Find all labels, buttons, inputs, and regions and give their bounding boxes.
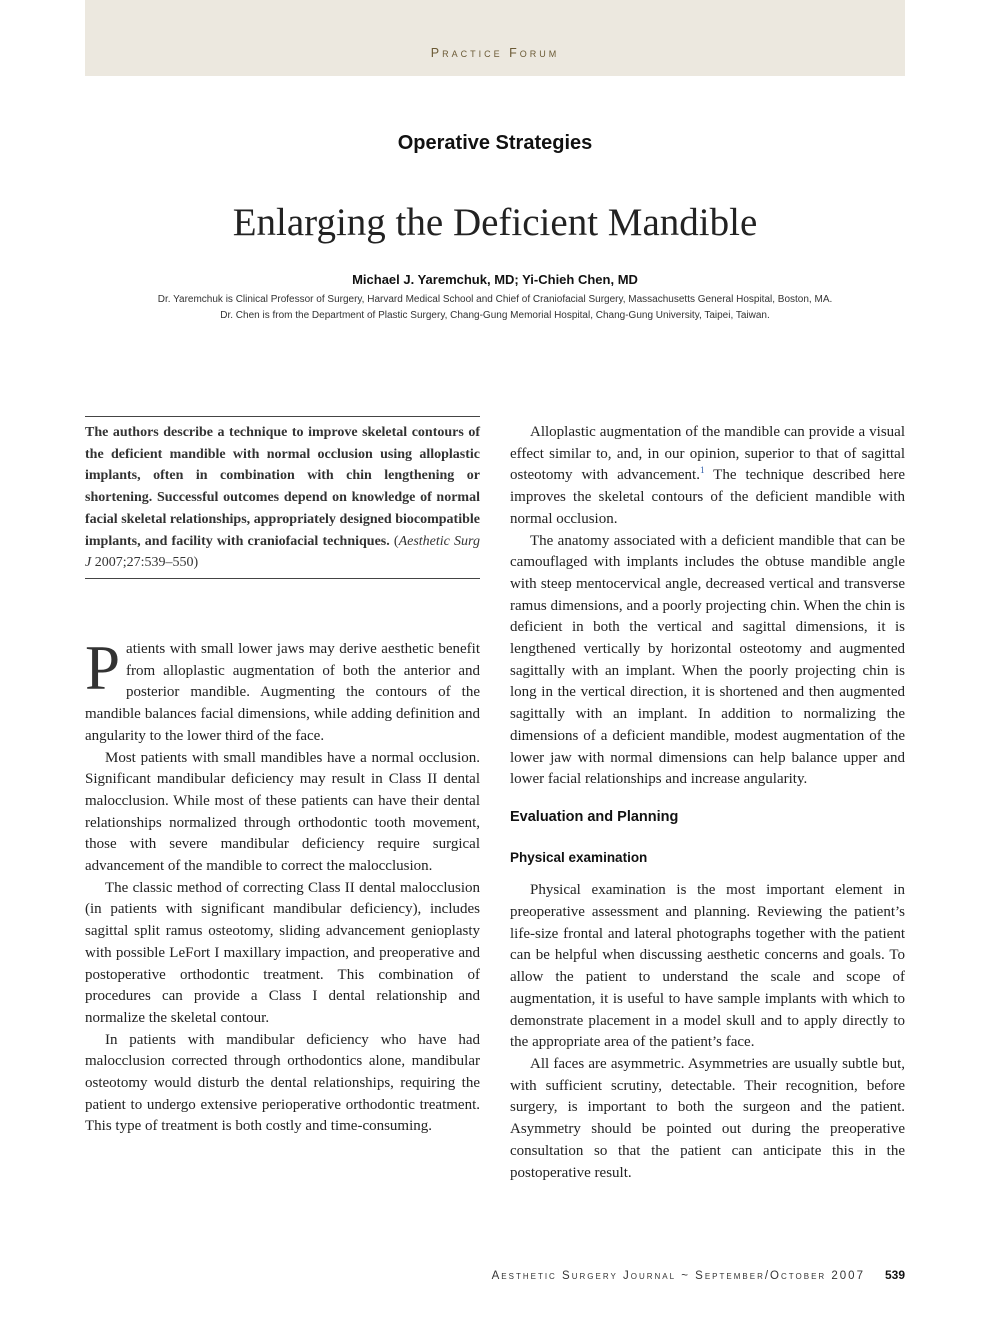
footer-journal: Aesthetic Surgery Journal ~ September/October 2007 (491, 1270, 865, 1282)
section-label: Practice Forum (430, 46, 560, 60)
body-paragraph: Alloplastic augmentation of the mandible can provide a visual effect similar to, and, in our opinion, superior to that of sagittal osteotomy with advancement.$^1$ The technique described here improves the skeletal contours of the deficient mandible with normal occlusion. (510, 424, 905, 527)
affiliation-2: Dr. Chen is from the Department of Plastic Surgery, Chang-Gung Memorial Hospital, Chang-Gung University, Taipei, Taiwan. (220, 310, 770, 321)
body-paragraph: Most patients with small mandibles have a normal occlusion. Significant mandibular deficiency may result in Class II dental malocclusion. While most of these patients can have their dental relationships normalized through orthodontic tooth movement, those with severe mandibular deficiency require surgical advancement of the mandible to correct the malocclusion. (85, 749, 480, 875)
body-paragraph: In patients with mandibular deficiency who have had malocclusion corrected through orthodontics alone, mandibular osteotomy would disturb the dental relationships, requiring the patient to undergo extensive perioperative orthodontic treatment. This type of treatment is both costly and time-consuming. (85, 1031, 480, 1135)
article-kicker: Operative Strategies (397, 132, 593, 154)
page-number: 539 (884, 1268, 905, 1282)
citation-journal: Aesthetic Surg J (85, 533, 480, 571)
section-heading: Evaluation and Planning (510, 808, 679, 825)
intro-paragraph: Patients with small lower jaws may derive aesthetic benefit from alloplastic augmentation of both the anterior and posterior mandible. Augmenting the contours of the mandible balances facial dimensions, while adding definition and angularity to the lower third of the face. (85, 633, 480, 744)
author-list: Michael J. Yaremchuk, MD; Yi-Chieh Chen, MD (352, 272, 638, 287)
body-paragraph: The anatomy associated with a deficient mandible that can be camouflaged with implants includes the obtuse mandible angle with steep mentocervical angle, decreased vertical and transverse ramus dimensions, and a poorly projecting chin. When the chin is deficient in both the vertical and sagittal dimensions, it is lengthened vertically by horizontal osteotomy and augmented sagittally with an implant. When the poorly projecting chin is long in the vertical direction, it is shortened and then augmented sagittally with an implant. In addition to normalizing the dimensions of a deficient mandible, modest augmentation of the lower jaw with normal dimensions can help balance upper and lower facial relationships and increase angularity. (510, 532, 905, 788)
abstract-citation: (Aesthetic Surg J 2007;27:539–550) (85, 533, 480, 571)
body-paragraph: The classic method of correcting Class II dental malocclusion (in patients with significant mandibular deficiency), includes sagittal split ramus osteotomy, sliding advancement genioplasty with possible LeFort I maxillary impaction, and preoperative and postoperative orthodontic treatment. This combination of procedures can provide a Class I dental relationship and normalize the skeletal contour. (85, 879, 480, 1026)
drop-cap: P (85, 633, 121, 703)
article-title: Enlarging the Deficient Mandible (232, 201, 758, 244)
header-band (85, 0, 905, 76)
body-paragraph: All faces are asymmetric. Asymmetries are usually subtle but, with sufficient scrutiny, detectable. Their recognition, before surgery, is important to both the surgeon and the patient. Asymmetry should be pointed out during the preoperative consultation so that the patient can anticipate this in the postoperative result. (510, 1055, 905, 1181)
abstract (85, 416, 480, 579)
abstract-text: The authors describe a technique to improve skeletal contours of the deficient mandible with normal occlusion using alloplastic implants, often in combination with chin lengthening or shortening. Successful outcomes depend on knowledge of normal facial skeletal relationships, appropriately designed biocompatible implants, and facility with craniofacial techniques. (85, 425, 480, 549)
left-column (85, 633, 480, 1138)
subsection-heading: Physical examination (510, 849, 648, 865)
affiliation-1: Dr. Yaremchuk is Clinical Professor of Surgery, Harvard Medical School and Chief of Craniofacial Surgery, Massachusetts General Hospital, Boston, MA. (157, 294, 833, 305)
reference-link[interactable]: 1 (699, 465, 705, 476)
page-footer (492, 1268, 905, 1282)
body-paragraph: Physical examination is the most important element in preoperative assessment and planning. Reviewing the patient’s life-size frontal and lateral photographs together with the patient can be helpful when discussing aesthetic concerns and goals. To allow the patient to understand the scale and scope of augmentation, it is useful to have sample implants with which to demonstrate placement in a model skull and to apply directly to the appropriate area of the patient’s face. (510, 882, 905, 1051)
right-column (510, 422, 905, 1184)
